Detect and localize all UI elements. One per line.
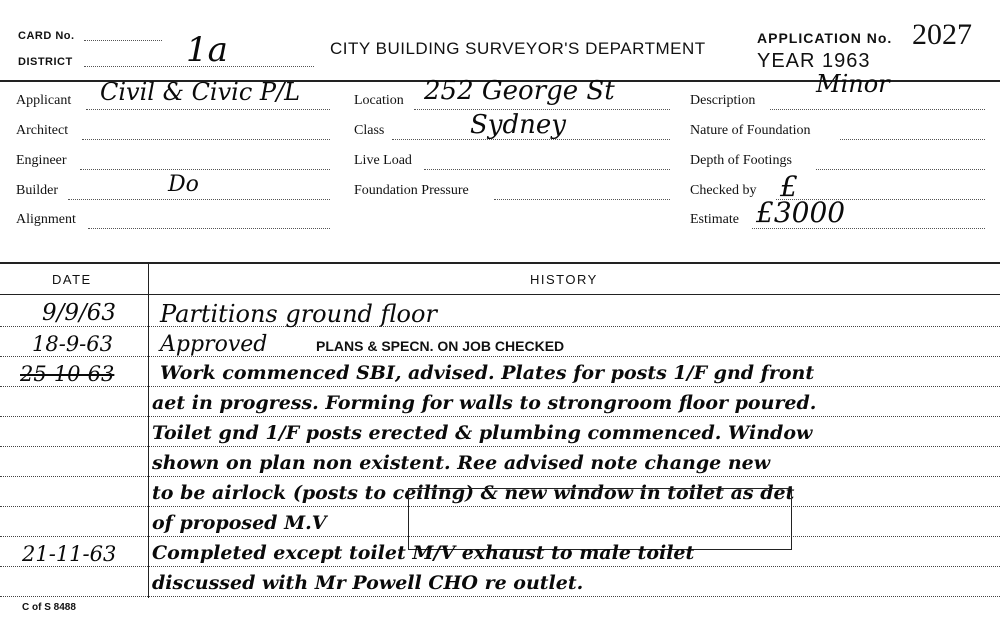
engineer-line — [80, 169, 330, 170]
history-row-rule — [0, 446, 1000, 447]
architect-line — [82, 139, 330, 140]
application-no-label: APPLICATION No. — [757, 30, 893, 46]
history-top-rule — [0, 262, 1000, 264]
history-text: Partitions ground floor — [160, 300, 437, 328]
applicant-label: Applicant — [16, 93, 72, 108]
history-text: shown on plan non existent. Ree advised note change new — [152, 452, 771, 474]
form-code: C of S 8488 — [22, 602, 76, 613]
history-row-rule — [0, 356, 1000, 357]
builder-value: Do — [168, 172, 199, 197]
checked-by-value: £ — [780, 170, 798, 203]
card-no-label: CARD No. — [18, 30, 75, 42]
location-value: 252 George St — [424, 76, 615, 106]
history-date: 9/9/63 — [42, 300, 117, 326]
applicant-line — [86, 109, 330, 110]
depth-of-footings-label: Depth of Footings — [690, 153, 792, 168]
history-row-rule — [0, 476, 1000, 477]
foundation-pressure-line — [494, 199, 670, 200]
nature-of-foundation-line — [840, 139, 985, 140]
location-label: Location — [354, 93, 404, 108]
class-label: Class — [354, 123, 385, 138]
depth-of-footings-line — [816, 169, 985, 170]
department-title: CITY BUILDING SURVEYOR'S DEPARTMENT — [330, 39, 706, 58]
history-header-rule — [0, 294, 1000, 295]
history-text: aet in progress. Forming for walls to strongroom floor poured. — [152, 392, 817, 414]
description-label: Description — [690, 93, 756, 108]
history-row-rule — [0, 566, 1000, 567]
checked-by-label: Checked by — [690, 183, 757, 198]
history-text: of proposed M.V — [152, 512, 327, 534]
history-row-rule — [0, 326, 1000, 327]
estimate-label: Estimate — [690, 212, 739, 227]
district-value: 1a — [186, 30, 228, 70]
engineer-label: Engineer — [16, 153, 67, 168]
alignment-label: Alignment — [16, 212, 76, 227]
live-load-line — [424, 169, 670, 170]
stamp-box — [408, 488, 792, 550]
card-no-line — [84, 40, 162, 41]
district-label: DISTRICT — [18, 56, 73, 68]
description-value: Minor — [816, 70, 890, 98]
date-header: DATE — [52, 272, 92, 287]
history-row-rule — [0, 416, 1000, 417]
estimate-value: £3000 — [756, 196, 846, 229]
alignment-line — [88, 228, 330, 229]
history-date: 25-10-63 — [20, 362, 115, 386]
history-date: 18-9-63 — [32, 332, 113, 356]
history-row-rule — [0, 386, 1000, 387]
architect-label: Architect — [16, 123, 69, 138]
applicant-value: Civil & Civic P/L — [100, 78, 301, 106]
live-load-label: Live Load — [354, 153, 412, 168]
history-row-rule — [0, 596, 1000, 597]
history-text: Completed except toilet M/V exhaust to male toilet — [152, 542, 695, 564]
date-column-divider — [148, 262, 149, 598]
year-label: YEAR 1963 — [757, 50, 871, 72]
history-text: Work commenced SBI, advised. Plates for posts 1/F gnd front — [160, 362, 815, 384]
nature-of-foundation-label: Nature of Foundation — [690, 123, 811, 138]
application-no: 2027 — [912, 18, 972, 51]
history-text: discussed with Mr Powell CHO re outlet. — [152, 572, 584, 594]
class-value: Sydney — [470, 110, 566, 140]
description-line — [770, 109, 985, 110]
history-text: Toilet gnd 1/F posts erected & plumbing commenced. Window — [152, 422, 813, 444]
builder-line — [68, 199, 330, 200]
plans-checked-stamp: PLANS & SPECN. ON JOB CHECKED — [316, 338, 565, 354]
history-text: to be airlock (posts to ceiling) & new window in toilet as det — [152, 482, 795, 504]
history-header: HISTORY — [530, 272, 598, 287]
builder-label: Builder — [16, 183, 58, 198]
history-text: Approved — [160, 332, 268, 357]
history-date: 21-11-63 — [22, 542, 117, 566]
foundation-pressure-label: Foundation Pressure — [354, 183, 469, 198]
